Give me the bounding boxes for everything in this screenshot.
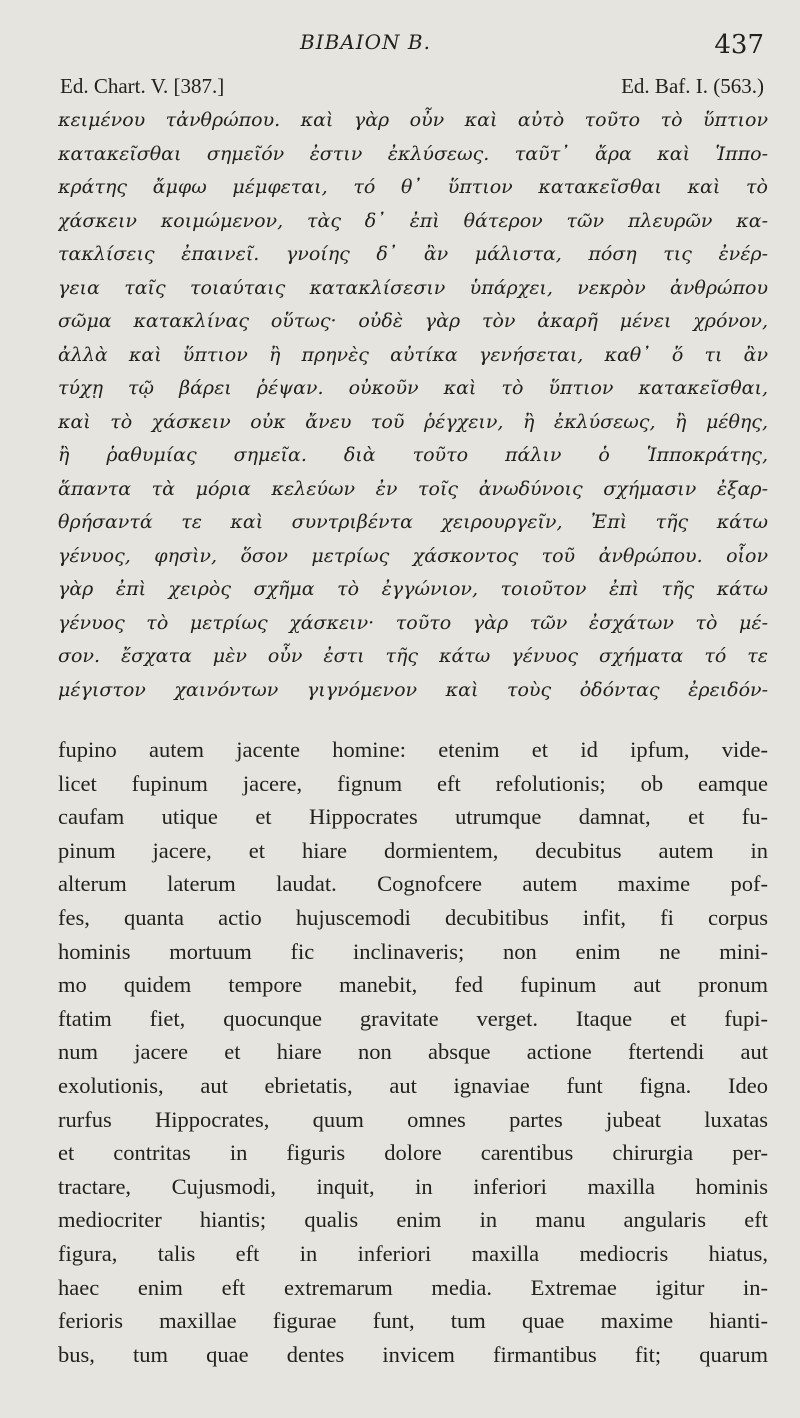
latin-line: alterum laterum laudat. Cognofcere autem maxime pof-	[58, 871, 768, 897]
latin-line: ftatim fiet, quocunque gravitate verget. Itaque et fupi-	[58, 1005, 768, 1031]
greek-line: κράτης ἄμφω μέμφεται, τό θ᾽ ὕπτιον κατακεῖσθαι καὶ τὸ	[58, 176, 768, 198]
latin-line: et contritas in figuris dolore carentibus chirurgia per-	[58, 1140, 768, 1166]
latin-line: fupino autem jacente homine: etenim et id ipfum, vide-	[58, 737, 768, 762]
greek-line: γὰρ ἐπὶ χειρὸς σχῆμα τὸ ἐγγώνιον, τοιοῦτον ἐπὶ τῆς κάτω	[58, 578, 768, 600]
latin-line: licet fupinum jacere, fignum eft refolutionis; ob eamque	[58, 770, 768, 796]
greek-line: κειμένου τἀνθρώπου. καὶ γὰρ οὖν καὶ αὐτὸ τοῦτο τὸ ὕπτιον	[58, 109, 768, 131]
greek-line: γένυος, φησὶν, ὅσον μετρίως χάσκοντος τοῦ ἀνθρώπου. οἷον	[58, 544, 768, 567]
greek-line: χάσκειν κοιμώμενον, τὰς δ᾽ ἐπὶ θάτερον τῶν πλευρῶν κα-	[58, 209, 768, 232]
latin-line: rurfus Hippocrates, quum omnes partes jubeat luxatas	[58, 1106, 768, 1132]
edition-reference-basel: Ed. Baf. I. (563.)	[621, 74, 764, 98]
greek-line: μέγιστον χαινόντων γιγνόμενον καὶ τοὺς ὀδόντας ἐρειδόν-	[58, 678, 768, 701]
greek-line: σῶμα κατακλίνας οὕτως· οὐδὲ γὰρ τὸν ἀκαρῆ μένει χρόνον,	[58, 310, 768, 332]
latin-line: num jacere et hiare non absque actione ftertendi aut	[58, 1039, 768, 1065]
latin-line: mediocriter hiantis; qualis enim in manu angularis eft	[58, 1207, 768, 1233]
latin-line: hominis mortuum fic inclinaveris; non enim ne mini-	[58, 938, 768, 964]
greek-line: θρήσαντά τε καὶ συντριβέντα χειρουργεῖν, Ἐπὶ τῆς κάτω	[58, 511, 768, 533]
greek-line: καὶ τὸ χάσκειν οὐκ ἄνευ τοῦ ῥέγχειν, ἢ ἐκλύσεως, ἢ μέθης,	[58, 410, 768, 433]
latin-line: pinum jacere, et hiare dormientem, decubitus autem in	[58, 837, 768, 863]
page-number: 437	[714, 30, 764, 60]
latin-line: bus, tum quae dentes invicem firmantibus fit; quarum	[58, 1341, 768, 1367]
latin-line: haec enim eft extremarum media. Extremae igitur in-	[58, 1274, 768, 1300]
latin-line: figura, talis eft in inferiori maxilla mediocris hiatus,	[58, 1240, 768, 1266]
greek-line: γένυος τὸ μετρίως χάσκειν· τοῦτο γὰρ τῶν ἐσχάτων τὸ μέ-	[58, 611, 768, 634]
greek-line: σον. ἔσχατα μὲν οὖν ἐστι τῆς κάτω γένυος σχήματα τό τε	[58, 645, 768, 667]
latin-line: caufam utique et Hippocrates utrumque damnat, et fu-	[58, 804, 768, 830]
greek-line: τύχῃ τῷ βάρει ῥέψαν. οὐκοῦν καὶ τὸ ὕπτιον κατακεῖσθαι,	[58, 377, 768, 399]
greek-text-block	[58, 104, 768, 707]
greek-line: κατακεῖσθαι σημεῖόν ἐστιν ἐκλύσεως. ταῦτ᾽ ἄρα καὶ Ἱππο-	[58, 142, 768, 165]
edition-reference-chart: Ed. Chart. V. [387.]	[60, 74, 225, 98]
latin-line: exolutionis, aut ebrietatis, aut ignaviae funt figna. Ideo	[58, 1072, 768, 1098]
greek-line: ἀλλὰ καὶ ὕπτιον ἢ πρηνὲς αὐτίκα γενήσεται, καθ᾽ ὅ τι ἂν	[58, 343, 768, 366]
latin-line: tractare, Cujusmodi, inquit, in inferiori maxilla hominis	[58, 1173, 768, 1199]
latin-line: ferioris maxillae figurae funt, tum quae maxime hianti-	[58, 1308, 768, 1334]
greek-line: γεια ταῖς τοιαύταις κατακλίσεσιν ὑπάρχει, νεκρὸν ἀνθρώπου	[58, 276, 768, 299]
latin-line: fes, quanta actio hujuscemodi decubitibus infit, fi corpus	[58, 904, 768, 930]
latin-line: mo quidem tempore manebit, fed fupinum aut pronum	[58, 972, 768, 998]
running-head: BIBAION B.	[300, 30, 431, 54]
latin-text-block	[58, 733, 768, 1371]
greek-line: τακλίσεις ἐπαινεῖ. γνοίης δ᾽ ἂν μάλιστα, πόση τις ἐνέρ-	[58, 243, 768, 265]
greek-line: ἅπαντα τὰ μόρια κελεύων ἐν τοῖς ἀνωδύνοις σχήμασιν ἐξαρ-	[58, 477, 768, 500]
greek-line: ἢ ῥαθυμίας σημεῖα. διὰ τοῦτο πάλιν ὁ Ἱπποκράτης,	[58, 444, 768, 466]
